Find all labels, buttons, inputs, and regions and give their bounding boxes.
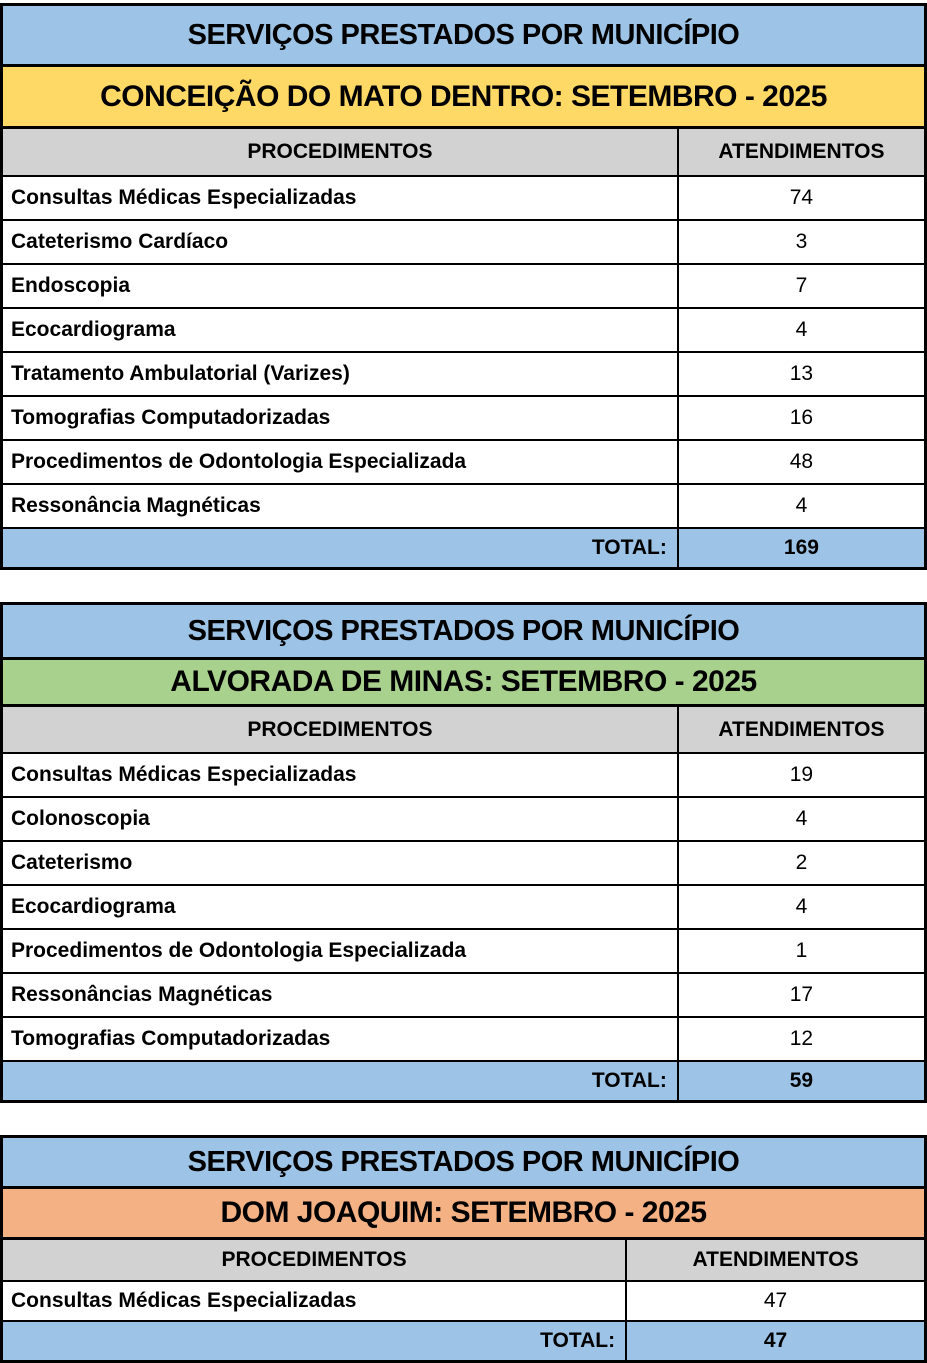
table-row [2, 264, 926, 308]
column-header-atendimentos: ATENDIMENTOS [626, 1239, 925, 1282]
municipality-title: DOM JOAQUIM: SETEMBRO - 2025 [2, 1188, 926, 1239]
table-row [2, 797, 926, 841]
services-table-dom-joaquim [0, 1135, 927, 1363]
table-row [2, 929, 926, 973]
table-title: SERVIÇOS PRESTADOS POR MUNICÍPIO [2, 5, 926, 66]
attendance-cell: 16 [678, 396, 926, 440]
column-header-procedimentos: PROCEDIMENTOS [2, 1239, 627, 1282]
table-row [2, 885, 926, 929]
services-table-conceicao-do-mato-dentro [0, 3, 927, 570]
total-row [2, 1321, 926, 1362]
total-label: TOTAL: [2, 1061, 678, 1102]
procedure-cell: Tratamento Ambulatorial (Varizes) [2, 352, 678, 396]
table-row [2, 1281, 926, 1321]
total-value: 59 [678, 1061, 926, 1102]
column-header-atendimentos: ATENDIMENTOS [678, 706, 926, 754]
column-header-procedimentos: PROCEDIMENTOS [2, 706, 678, 754]
column-header-atendimentos: ATENDIMENTOS [678, 128, 926, 177]
table-row [2, 440, 926, 484]
procedure-cell: Ecocardiograma [2, 308, 678, 352]
table-row [2, 753, 926, 797]
total-value: 169 [678, 528, 926, 569]
table-row [2, 484, 926, 528]
procedure-cell: Consultas Médicas Especializadas [2, 176, 678, 220]
municipality-title: CONCEIÇÃO DO MATO DENTRO: SETEMBRO - 2025 [2, 66, 926, 128]
procedure-cell: Tomografias Computadorizadas [2, 396, 678, 440]
column-header-procedimentos: PROCEDIMENTOS [2, 128, 678, 177]
attendance-cell: 13 [678, 352, 926, 396]
attendance-cell: 48 [678, 440, 926, 484]
procedure-cell: Tomografias Computadorizadas [2, 1017, 678, 1061]
table-row [2, 352, 926, 396]
procedure-cell: Ecocardiograma [2, 885, 678, 929]
attendance-cell: 3 [678, 220, 926, 264]
table-row [2, 396, 926, 440]
attendance-cell: 7 [678, 264, 926, 308]
procedure-cell: Consultas Médicas Especializadas [2, 1281, 627, 1321]
municipality-title: ALVORADA DE MINAS: SETEMBRO - 2025 [2, 659, 926, 706]
procedure-cell: Cateterismo [2, 841, 678, 885]
table-row [2, 176, 926, 220]
procedure-cell: Ressonância Magnéticas [2, 484, 678, 528]
attendance-cell: 1 [678, 929, 926, 973]
attendance-cell: 4 [678, 308, 926, 352]
total-label: TOTAL: [2, 528, 678, 569]
table-title: SERVIÇOS PRESTADOS POR MUNICÍPIO [2, 1137, 926, 1188]
procedure-cell: Colonoscopia [2, 797, 678, 841]
table-row [2, 973, 926, 1017]
services-table-alvorada-de-minas [0, 602, 927, 1103]
attendance-cell: 74 [678, 176, 926, 220]
attendance-cell: 47 [626, 1281, 925, 1321]
table-row [2, 308, 926, 352]
procedure-cell: Ressonâncias Magnéticas [2, 973, 678, 1017]
total-label: TOTAL: [2, 1321, 627, 1362]
total-row [2, 528, 926, 569]
attendance-cell: 2 [678, 841, 926, 885]
attendance-cell: 17 [678, 973, 926, 1017]
procedure-cell: Cateterismo Cardíaco [2, 220, 678, 264]
table-title: SERVIÇOS PRESTADOS POR MUNICÍPIO [2, 604, 926, 659]
total-value: 47 [626, 1321, 925, 1362]
table-row [2, 1017, 926, 1061]
procedure-cell: Consultas Médicas Especializadas [2, 753, 678, 797]
procedure-cell: Procedimentos de Odontologia Especializada [2, 440, 678, 484]
procedure-cell: Endoscopia [2, 264, 678, 308]
total-row [2, 1061, 926, 1102]
attendance-cell: 4 [678, 885, 926, 929]
attendance-cell: 19 [678, 753, 926, 797]
attendance-cell: 12 [678, 1017, 926, 1061]
attendance-cell: 4 [678, 797, 926, 841]
procedure-cell: Procedimentos de Odontologia Especializada [2, 929, 678, 973]
attendance-cell: 4 [678, 484, 926, 528]
table-row [2, 841, 926, 885]
table-row [2, 220, 926, 264]
